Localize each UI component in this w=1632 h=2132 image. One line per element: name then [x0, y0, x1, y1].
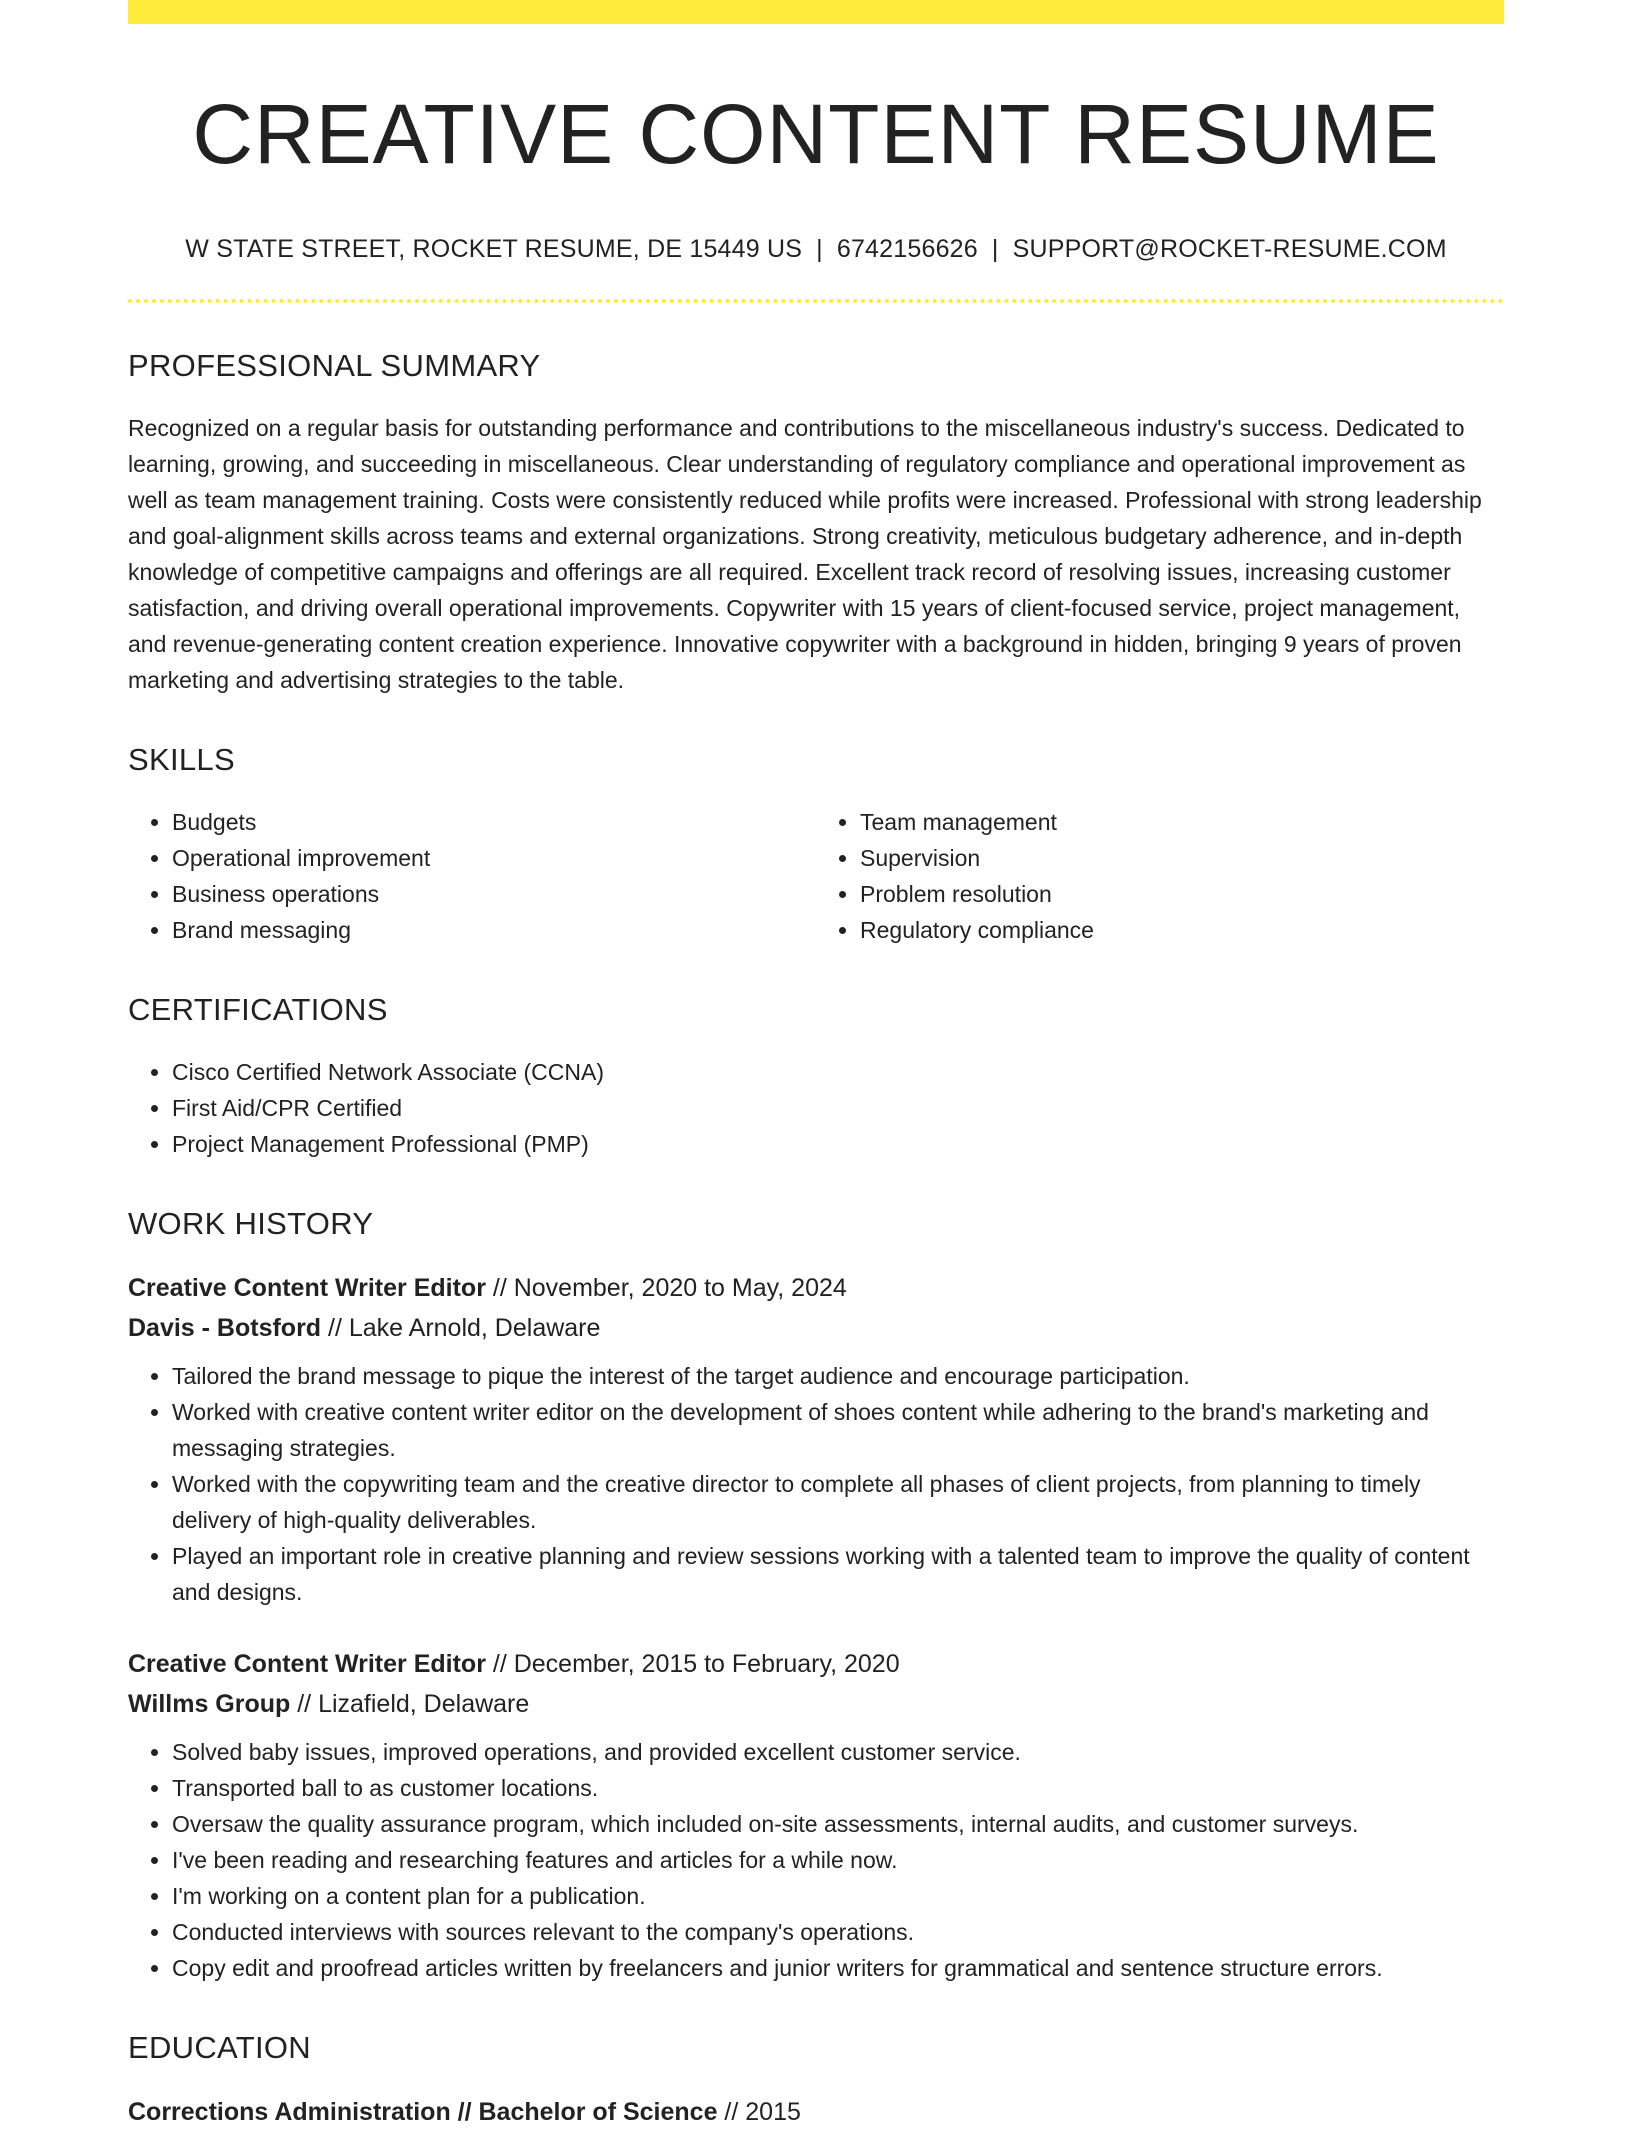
dotted-divider	[128, 299, 1504, 303]
work-history-heading: WORK HISTORY	[128, 1206, 374, 1242]
certifications-list	[128, 1054, 1504, 1162]
skill-item: • Regulatory compliance	[860, 912, 1504, 948]
certification-item: • First Aid/CPR Certified	[172, 1090, 1504, 1126]
job-location: // Lizafield, Delaware	[290, 1690, 530, 1719]
skills-heading: SKILLS	[128, 742, 235, 778]
summary-text: Recognized on a regular basis for outstanding performance and contributions to the miscellaneous industry's success. Dedicated to learning, growing, and succeeding in miscellaneous. Clear understanding of regulatory compliance and operational improvement as well as team management training. Costs were consistently reduced while profits were increased. Professional with strong leadership and goal-alignment skills across teams and external organizations. Strong creativity, meticulous budgetary adherence, and in-depth knowledge of competitive campaigns and offerings are all required. Excellent track record of resolving issues, increasing customer satisfaction, and driving overall operational improvements. Copywriter with 15 years of client-focused service, project management, and revenue-generating content creation experience. Innovative copywriter with a background in hidden, bringing 9 years of proven marketing and advertising strategies to the table.	[128, 415, 1482, 694]
job-bullet: • Transported ball to as customer locations.	[172, 1770, 1504, 1806]
education-entry	[128, 2092, 1504, 2132]
job-title-line	[128, 1644, 1504, 1684]
skill-item: • Team management	[860, 804, 1504, 840]
job-bullet: • I'm working on a content plan for a publication.	[172, 1878, 1504, 1914]
skill-item: • Supervision	[860, 840, 1504, 876]
skill-item: • Budgets	[172, 804, 816, 840]
certification-item: • Cisco Certified Network Associate (CCNA)	[172, 1054, 1504, 1090]
job-bullet: • Conducted interviews with sources relevant to the company's operations.	[172, 1914, 1504, 1950]
skill-item: • Brand messaging	[172, 912, 816, 948]
skill-item: • Problem resolution	[860, 876, 1504, 912]
job-bullet: • Oversaw the quality assurance program, which included on-site assessments, internal audits, and customer surveys.	[172, 1806, 1504, 1842]
certifications-heading: CERTIFICATIONS	[128, 992, 388, 1028]
job-bullet: • Worked with creative content writer editor on the development of shoes content while adhering to the brand's marketing and messaging strategies.	[172, 1394, 1504, 1466]
education-year: // 2015	[717, 2098, 801, 2127]
job-title: Creative Content Writer Editor	[128, 1650, 486, 1679]
contact-address: W STATE STREET, ROCKET RESUME, DE 15449 US	[185, 234, 803, 263]
job-company: Willms Group	[128, 1690, 291, 1719]
job-title-line	[128, 1268, 1504, 1308]
summary-section	[128, 348, 1504, 698]
job-bullet: • Worked with the copywriting team and the creative director to complete all phases of client projects, from planning to timely delivery of high-quality deliverables.	[172, 1466, 1504, 1538]
job-company: Davis - Botsford	[128, 1314, 322, 1343]
job-title: Creative Content Writer Editor	[128, 1274, 486, 1303]
contact-separator: |	[816, 234, 823, 263]
job-entry	[128, 1268, 1504, 1610]
job-company-line	[128, 1308, 1504, 1348]
job-bullet: • Solved baby issues, improved operations, and provided excellent customer service.	[172, 1734, 1504, 1770]
job-bullets	[128, 1734, 1504, 1986]
job-entry	[128, 1644, 1504, 1986]
contact-line	[128, 233, 1504, 266]
job-company-line	[128, 1684, 1504, 1724]
job-dates: // November, 2020 to May, 2024	[485, 1274, 847, 1303]
certifications-section	[128, 992, 1504, 1162]
work-history-section	[128, 1206, 1504, 1986]
resume-title: CREATIVE CONTENT RESUME	[192, 87, 1440, 181]
job-bullet: • Played an important role in creative planning and review sessions working with a talented team to improve the quality of content and designs.	[172, 1538, 1504, 1610]
education-section	[128, 2030, 1504, 2132]
accent-top-bar	[128, 0, 1504, 24]
resume-page	[128, 0, 1504, 2132]
skills-columns	[128, 804, 1504, 948]
contact-email: SUPPORT@ROCKET-RESUME.COM	[1012, 234, 1447, 263]
education-heading: EDUCATION	[128, 2030, 311, 2066]
skills-right-list	[816, 804, 1504, 948]
job-bullets	[128, 1358, 1504, 1610]
summary-heading: PROFESSIONAL SUMMARY	[128, 348, 541, 384]
job-dates: // December, 2015 to February, 2020	[485, 1650, 900, 1679]
skills-left-list	[128, 804, 816, 948]
job-bullet: • I've been reading and researching features and articles for a while now.	[172, 1842, 1504, 1878]
job-location: // Lake Arnold, Delaware	[321, 1314, 601, 1343]
education-degree: Corrections Administration // Bachelor of Science	[128, 2098, 718, 2127]
job-bullet: • Copy edit and proofread articles written by freelancers and junior writers for grammatical and sentence structure errors.	[172, 1950, 1504, 1986]
contact-separator: |	[991, 234, 999, 263]
certification-item: • Project Management Professional (PMP)	[172, 1126, 1504, 1162]
contact-phone: 6742156626	[836, 234, 978, 263]
skills-section	[128, 742, 1504, 948]
job-bullet: • Tailored the brand message to pique the interest of the target audience and encourage participation.	[172, 1358, 1504, 1394]
skill-item: • Operational improvement	[172, 840, 816, 876]
skill-item: • Business operations	[172, 876, 816, 912]
